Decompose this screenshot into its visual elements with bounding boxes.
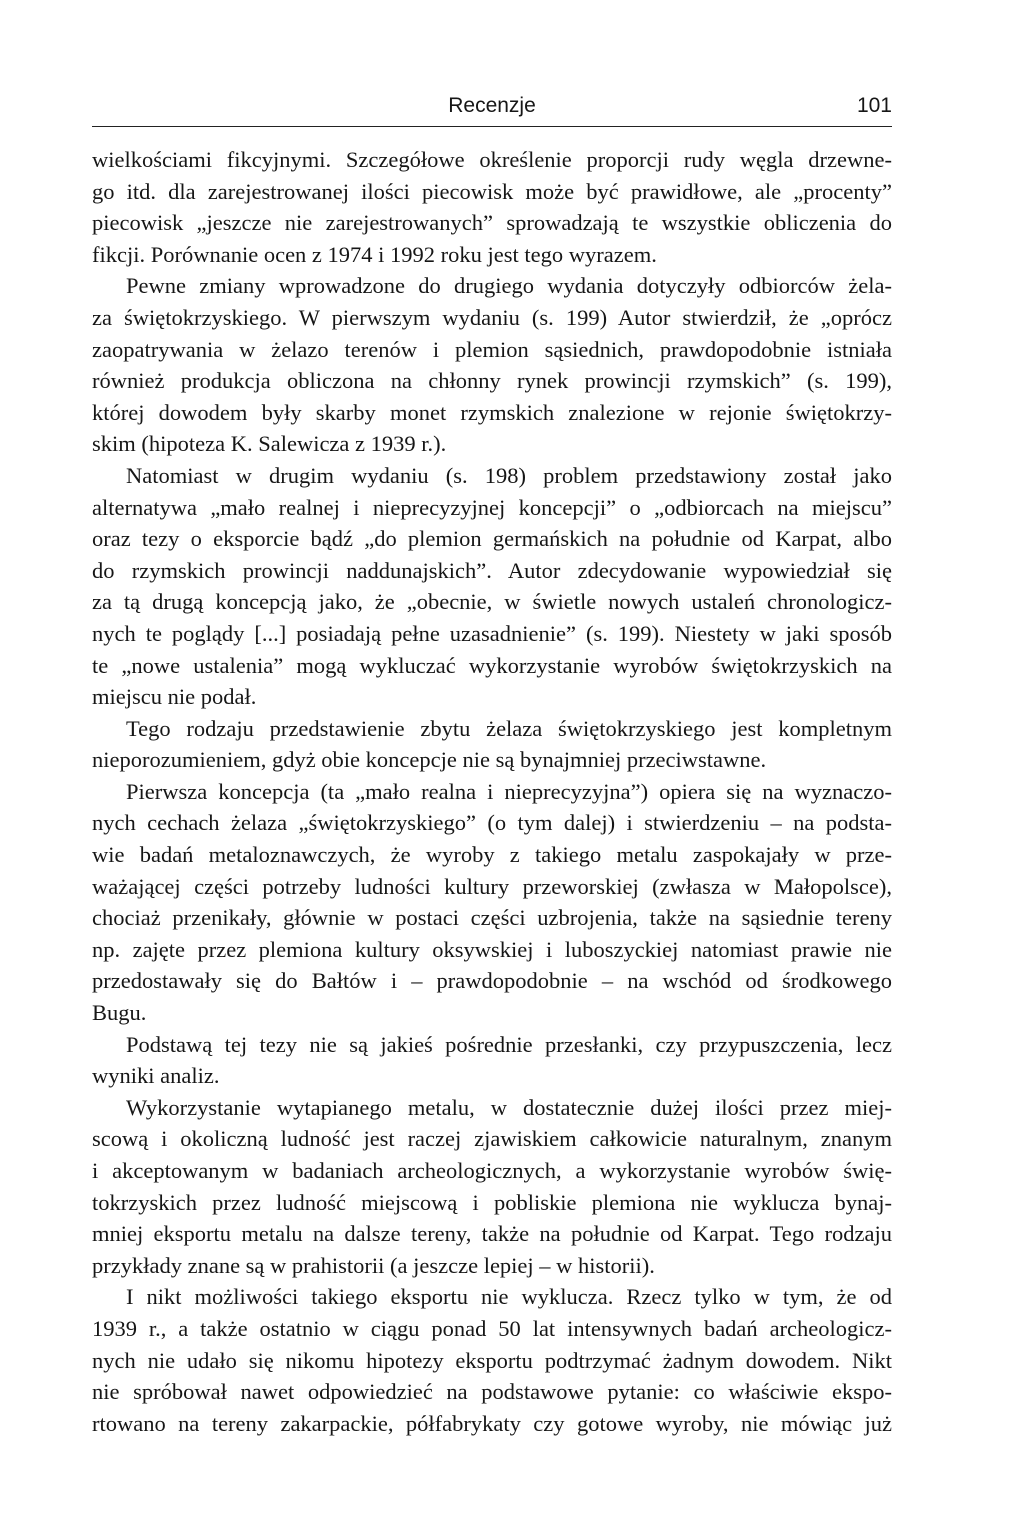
text-line: I nikt możliwości takiego eksportu nie wyklucza. Rzecz tylko w tym, że od xyxy=(126,1284,892,1310)
text-line: wielkościami fikcyjnymi. Szczegółowe określenie proporcji rudy węgla drzewne- xyxy=(92,147,892,172)
text-line: oraz tezy o eksporcie bądź „do plemion germańskich na południe od Karpat, albo xyxy=(92,526,892,552)
text-line: fikcji. Porównanie ocen z 1974 i 1992 roku jest tego wyrazem. xyxy=(92,241,657,267)
text-line: mniej eksportu metalu na dalsze tereny, także na południe od Karpat. Tego rodzaju xyxy=(92,1221,892,1247)
text-line: za świętokrzyskiego. W pierwszym wydaniu (s. 199) Autor stwierdził, że „oprócz xyxy=(92,304,892,330)
text-line: piecowisk „jeszcze nie zarejestrowanych” sprowadzają te wszystkie obliczenia do xyxy=(92,210,892,236)
text-line: Tego rodzaju przedstawienie zbytu żelaza świętokrzyskiego jest kompletnym xyxy=(126,715,892,741)
text-line: alternatywa „mało realnej i nieprecyzyjnej koncepcji” o „odbiorcach na miejscu” xyxy=(92,494,892,520)
text-line: do rzymskich prowincji naddunajskich”. Autor zdecydowanie wypowiedział się xyxy=(92,557,892,583)
text-line: tokrzyskich przez ludność miejscową i pobliskie plemiona nie wyklucza bynaj- xyxy=(92,1189,892,1215)
text-line: nych nie udało się nikomu hipotezy eksportu podtrzymać żadnym dowodem. Nikt xyxy=(92,1347,892,1373)
text-line: Natomiast w drugim wydaniu (s. 198) problem przedstawiony został jako xyxy=(126,462,892,488)
running-header xyxy=(92,92,892,127)
text-line: za tą drugą koncepcją jako, że „obecnie, w świetle nowych ustaleń chronologicz- xyxy=(92,589,892,615)
page-number: 101 xyxy=(856,94,892,117)
text-line: Podstawą tej tezy nie są jakieś pośrednie przesłanki, czy przypuszczenia, lecz xyxy=(126,1031,892,1057)
text-line: miejscu nie podał. xyxy=(92,684,257,710)
text-line: Pewne zmiany wprowadzone do drugiego wydania dotyczyły odbiorców żela- xyxy=(126,273,892,299)
text-line: i akceptowanym w badaniach archeologicznych, a wykorzystanie wyrobów świę- xyxy=(92,1158,892,1183)
text-line: go itd. dla zarejestrowanej ilości piecowisk może być prawidłowe, ale „procenty” xyxy=(92,178,892,204)
text-line: zaopatrywania w żelazo terenów i plemion sąsiednich, prawdopodobnie istniała xyxy=(92,336,892,362)
text-line: nieporozumieniem, gdyż obie koncepcje nie są bynajmniej przeciwstawne. xyxy=(92,747,767,773)
text-line: chociaż przenikały, głównie w postaci części uzbrojenia, także na sąsiednie tereny xyxy=(92,905,892,931)
text-line: nych cechach żelaza „świętokrzyskiego” (o tym dalej) i stwierdzeniu – na podsta- xyxy=(92,810,892,836)
running-title: Recenzje xyxy=(448,94,536,117)
text-line: Pierwsza koncepcja (ta „mało realna i nieprecyzyjna”) opiera się na wyznaczo- xyxy=(126,778,892,804)
body-text xyxy=(92,144,892,1439)
text-line: nych te poglądy [...] posiadają pełne uzasadnienie” (s. 199). Niestety w jaki sposób xyxy=(92,620,892,646)
text-line: również produkcja obliczona na chłonny rynek prowincji rzymskich” (s. 199), xyxy=(92,368,892,394)
text-line: Bugu. xyxy=(92,1000,147,1026)
text-line: przykłady znane są w prahistorii (a jeszcze lepiej – w historii). xyxy=(92,1252,655,1278)
text-line: której dowodem były skarby monet rzymskich znalezione w rejonie świętokrzy- xyxy=(92,399,892,425)
text-line: wie badań metaloznawczych, że wyroby z takiego metalu zaspokajały w prze- xyxy=(92,842,892,868)
text-line: te „nowe ustalenia” mogą wykluczać wykorzystanie wyrobów świętokrzyskich na xyxy=(92,652,892,678)
text-line: ważającej części potrzeby ludności kultury przeworskiej (zwłasza w Małopolsce), xyxy=(92,873,892,899)
text-line: rtowano na tereny zakarpackie, półfabrykaty czy gotowe wyroby, nie mówiąc już xyxy=(92,1410,892,1436)
text-line: skim (hipoteza K. Salewicza z 1939 r.). xyxy=(92,431,447,457)
text-line: Wykorzystanie wytapianego metalu, w dostatecznie dużej ilości przez miej- xyxy=(126,1094,892,1120)
text-line: nie spróbował nawet odpowiedzieć na podstawowe pytanie: co właściwie ekspo- xyxy=(92,1379,892,1405)
text-line: wyniki analiz. xyxy=(92,1063,220,1089)
text-line: scową i okoliczną ludność jest raczej zjawiskiem całkowicie naturalnym, znanym xyxy=(92,1126,892,1152)
text-line: np. zajęte przez plemiona kultury oksywskiej i luboszyckiej natomiast prawie nie xyxy=(92,936,892,962)
text-line: 1939 r., a także ostatnio w ciągu ponad 50 lat intensywnych badań archeologicz- xyxy=(92,1315,892,1341)
text-line: przedostawały się do Bałtów i – prawdopodobnie – na wschód od środkowego xyxy=(92,968,892,994)
